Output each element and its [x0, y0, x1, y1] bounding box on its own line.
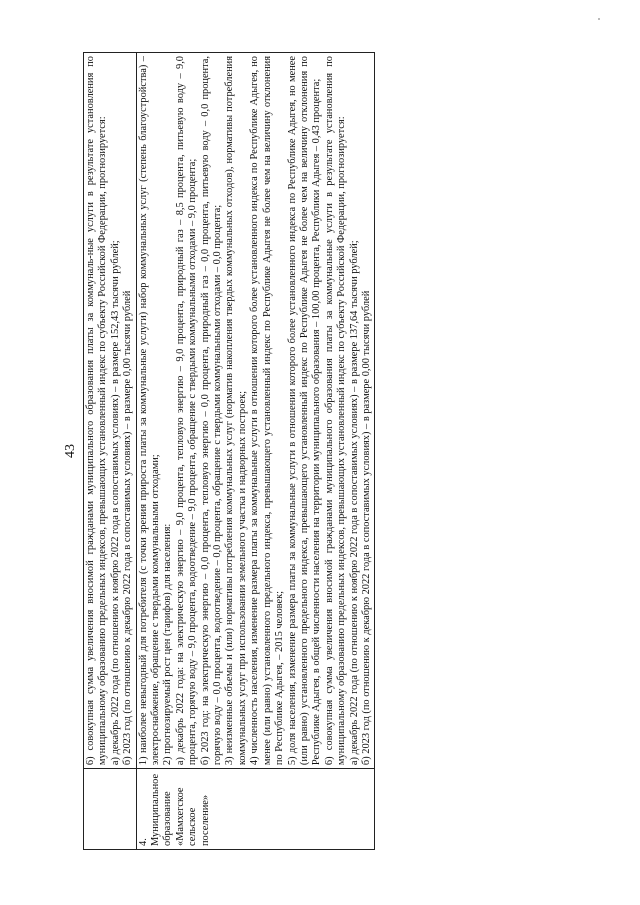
cell-details — [84, 53, 137, 769]
detail-item: б) 2023 год (по отношению к декабрю 2022 года в сопоставимых условиях) – в размере 0,00 тысячи рублей — [360, 290, 372, 766]
detail-item: 1) наиболее невыгодный для потребителя (с точки зрения прироста платы за коммунальные услуги) набор коммунальных услуг (степень благоустройства) – электроснабжение, обращение с твердыми коммунальными отходами; — [137, 56, 162, 766]
cell-municipality — [136, 769, 375, 850]
detail-item: 5) доля населения, изменение размера платы за коммунальные услуги в отношении которого более установленного индекса по Республике Адыгея, но менее (или равно) установленного предельного индекса, превышающего установленный индекс по Республике Адыгея не более чем на величину отклонения по Республике Адыгея, в общей численности населения на территории муниципального образования – 100,00 процента, Республики Адыгея – 0,43 процента; — [286, 56, 323, 766]
row-number: 4. — [137, 838, 149, 846]
municipality-name: Муниципальное образование «Мамхегское сельское поселение» — [150, 773, 211, 846]
page-number: 43 — [63, 444, 78, 458]
scan-artifact — [598, 18, 600, 20]
cell-municipality — [84, 769, 137, 850]
detail-item: б) 2023 год: на электрическую энергию – 0,0 процента, тепловую энергию – 0,0 процента, природный газ – 0,0 процента, питьевую воду – 0,0 процента, горячую воду – 0,0 процента, водоотведение – 0,0 процента, обращение с твердыми коммунальными отходами – 0,0 процента; — [199, 56, 224, 766]
detail-item: 4) численность населения, изменение размера платы за коммунальные услуги в отношении которого более установленного индекса по Республике Адыгея, но менее (или равно) установленного предельного индекса, превышающего установленный индекс по Республике Адыгея не более чем на величину отклонения по Республике Адыгея, – 2015 человек; — [249, 56, 286, 766]
cell-details — [136, 53, 375, 769]
detail-item: 2) прогнозируемый рост цен (тарифов) для населения: — [162, 523, 174, 766]
detail-item: б) 2023 год (по отношению к декабрю 2022 года в сопоставимых условиях) – в размере 0,00 тысячи рублей — [122, 290, 134, 766]
detail-item: а) декабрь 2022 года (по отношению к ноябрю 2022 года в сопоставимых условиях) – в размере 137,64 тысячи рублей; — [348, 240, 360, 766]
table-row-continuation — [84, 53, 137, 850]
detail-item: а) декабрь 2022 года (по отношению к ноябрю 2022 года в сопоставимых условиях) – в размере 152,43 тысячи рублей; — [109, 240, 121, 766]
rotated-page — [55, 52, 580, 850]
table-row-4 — [136, 53, 375, 850]
detail-item: 6) совокупная сумма увеличения вносимой гражданами муниципального образования платы за коммунальные услуги в результате установления по муниципальному образованию предельных индексов, превышающих установленный индекс по субъекту Российской Федерации, прогнозируется: — [323, 56, 348, 766]
detail-item: а) декабрь 2022 года: на электрическую энергию – 9,0 процента, тепловую энергию – 9,0 процента, природный газ – 8,5 процента, питьевую воду – 9,0 процента, горячую воду – 9,0 процента, водоотведение – 9,0 процента, обращение с твердыми коммунальными отходами – 9,0 процента; — [174, 56, 199, 766]
detail-item: 3) неизменные объемы и (или) нормативы потребления коммунальных услуг (норматив накопления твердых коммунальных отходов), нормативы потребления коммунальных услуг при использовании земельного участка и надворных построек; — [224, 56, 248, 766]
detail-item: 6) совокупная сумма увеличения вносимой гражданами муниципального образования платы за коммуналь-ные услуги в результате установления по муниципальному образованию предельных индексов, превышающих установленный индекс по субъекту Российской Федерации, прогнозируется: — [85, 56, 109, 766]
indices-table — [83, 52, 375, 850]
